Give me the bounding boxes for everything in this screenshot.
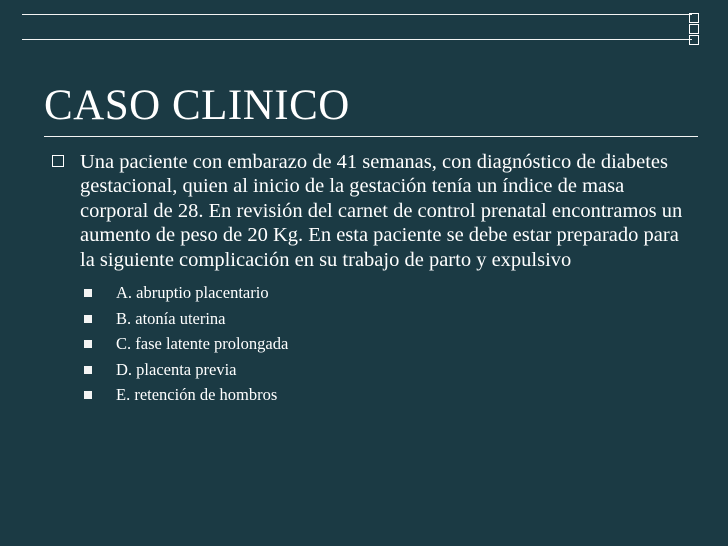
answer-option bbox=[80, 382, 685, 408]
title-divider bbox=[44, 136, 698, 137]
answer-options-list bbox=[80, 280, 685, 408]
answer-option bbox=[80, 280, 685, 306]
header-top-line bbox=[22, 14, 692, 15]
answer-option-label: E. retención de hombros bbox=[116, 385, 278, 405]
filled-square-bullet-icon bbox=[84, 366, 92, 374]
hollow-square-bullet-icon bbox=[52, 155, 64, 167]
answer-option bbox=[80, 357, 685, 383]
answer-option bbox=[80, 306, 685, 332]
decorative-square-icon bbox=[689, 35, 699, 45]
decorative-square-icon bbox=[689, 24, 699, 34]
filled-square-bullet-icon bbox=[84, 315, 92, 323]
header-bottom-line bbox=[22, 39, 692, 40]
answer-option-label: B. atonía uterina bbox=[116, 308, 226, 328]
answer-option bbox=[80, 331, 685, 357]
header-decoration bbox=[0, 0, 728, 46]
filled-square-bullet-icon bbox=[84, 391, 92, 399]
decorative-square-icon bbox=[689, 13, 699, 23]
slide-title: CASO CLINICO bbox=[44, 82, 350, 129]
filled-square-bullet-icon bbox=[84, 340, 92, 348]
answer-option-label: C. fase latente prolongada bbox=[116, 334, 289, 354]
answer-option-label: D. placenta previa bbox=[116, 359, 237, 379]
filled-square-bullet-icon bbox=[84, 289, 92, 297]
slide-body bbox=[80, 150, 685, 408]
case-question-text: Una paciente con embarazo de 41 semanas, con diagnóstico de diabetes gestacional, quien al inicio de la gestación tenía un índice de masa corporal de 28. En revisión del carnet de control prenatal encontramos un aumento de peso de 20 Kg. En esta paciente se debe estar preparado para la siguiente complicación en su trabajo de parto y expulsivo bbox=[80, 151, 683, 271]
answer-option-label: A. abruptio placentario bbox=[116, 283, 269, 303]
